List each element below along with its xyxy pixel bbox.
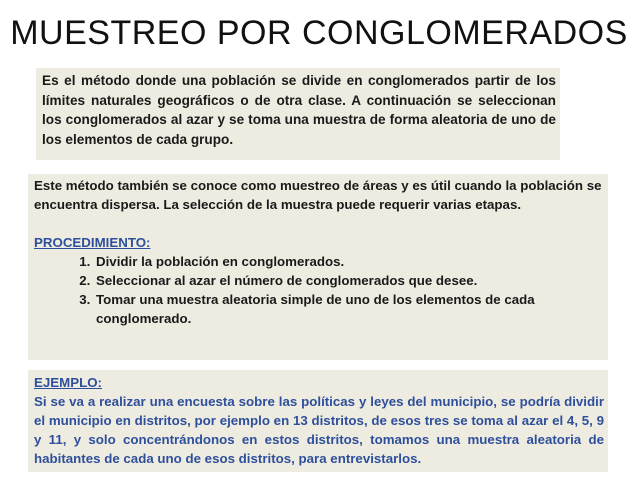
procedure-step: 3. Tomar una muestra aleatoria simple de uno de los elementos de cada conglomerado. — [94, 290, 604, 328]
description-text: Este método también se conoce como muestreo de áreas y es útil cuando la población se encuentra dispersa. La selección de la muestra puede requerir varias etapas. — [34, 178, 602, 212]
example-heading: EJEMPLO: — [34, 375, 102, 390]
example-box — [28, 370, 608, 472]
procedure-steps-list — [34, 252, 604, 328]
procedure-box — [28, 174, 608, 360]
example-text: Si se va a realizar una encuesta sobre las políticas y leyes del municipio, se podría dividir el municipio en distritos, por ejemplo en 13 distritos, de esos tres se toma al azar el 4, 5, 9 y 11, y solo concentrándonos en estos distritos, tomamos una muestra aleatoria de habitantes de cada uno de esos distritos, para entrevistarlos. — [34, 394, 604, 466]
definition-text: Es el método donde una población se divide en conglomerados partir de los límites naturales geográficos o de otra clase. A continuación se seleccionan los conglomerados al azar y se toma una muestra de forma aleatoria de uno de los elementos de cada grupo. — [42, 73, 556, 147]
procedure-step: 1. Dividir la población en conglomerados. — [94, 252, 604, 271]
slide-title: MUESTREO POR CONGLOMERADOS — [10, 14, 628, 52]
definition-box — [36, 68, 560, 160]
procedure-step: 2. Seleccionar al azar el número de conglomerados que desee. — [94, 271, 604, 290]
spacer — [34, 214, 604, 233]
procedure-heading: PROCEDIMIENTO: — [34, 235, 151, 250]
